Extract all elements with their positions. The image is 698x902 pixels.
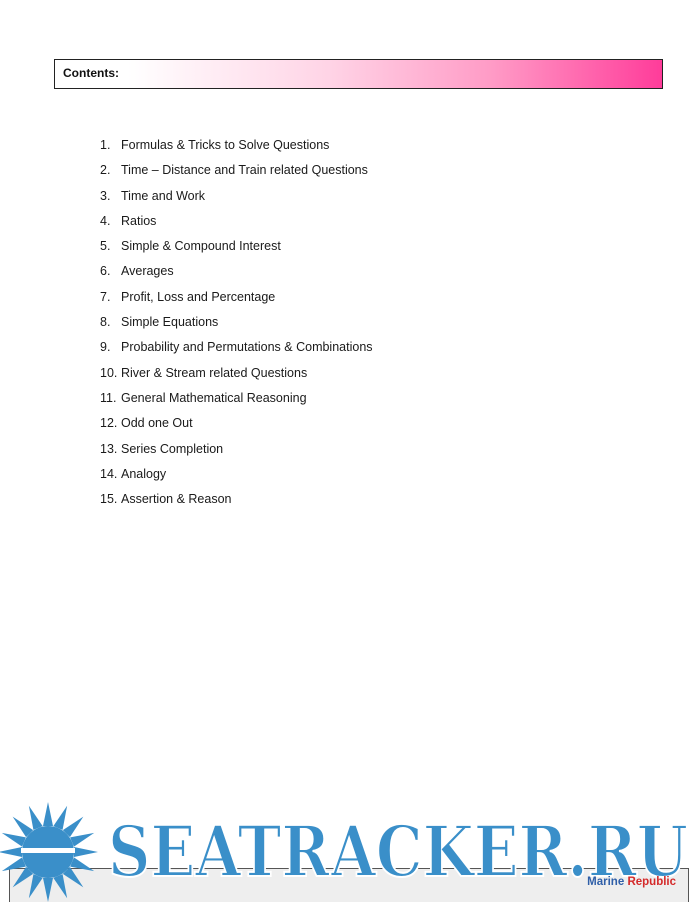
toc-item-label: Simple & Compound Interest — [121, 239, 281, 254]
toc-item: 9. Probability and Permutations & Combinations — [100, 340, 373, 355]
toc-item: 5. Simple & Compound Interest — [100, 239, 281, 254]
toc-item-label: Profit, Loss and Percentage — [121, 289, 276, 304]
toc-item-label: Odd one Out — [121, 416, 193, 431]
toc-item: 4. Ratios — [100, 213, 157, 228]
brand-label — [587, 876, 676, 888]
toc-item-label: Ratios — [121, 213, 157, 228]
toc-item-label: Analogy — [121, 466, 167, 481]
toc-item: 10. River & Stream related Questions — [100, 365, 308, 380]
toc-item: 15. Assertion & Reason — [100, 492, 232, 507]
toc-item: 12. Odd one Out — [100, 416, 193, 431]
toc-item-label: River & Stream related Questions — [121, 365, 308, 380]
toc-item-label: Probability and Permutations & Combinations — [121, 340, 373, 355]
watermark-text: SEATRACKER.RU — [108, 810, 688, 893]
contents-header-box — [54, 59, 663, 89]
toc-item-label: Simple Equations — [121, 315, 219, 330]
brand-marine: Marine — [587, 876, 625, 888]
toc-item-label: Averages — [121, 264, 174, 279]
toc-item-label: Assertion & Reason — [121, 492, 232, 507]
toc-item-label: Time and Work — [121, 188, 206, 203]
toc-item: 2. Time – Distance and Train related Questions — [100, 163, 368, 178]
sun-icon — [0, 802, 98, 902]
toc-item: 6. Averages — [100, 264, 174, 279]
toc-item-label: Series Completion — [121, 441, 224, 456]
brand-republic: Republic — [627, 876, 676, 888]
toc-item: 1. Formulas & Tricks to Solve Questions — [100, 138, 330, 152]
toc-item: 7. Profit, Loss and Percentage — [100, 289, 276, 304]
toc-item: 8. Simple Equations — [100, 315, 219, 330]
table-of-contents — [100, 136, 373, 515]
toc-item: 11. General Mathematical Reasoning — [100, 390, 307, 405]
toc-item-label: Time – Distance and Train related Questions — [121, 163, 368, 178]
toc-item: 13. Series Completion — [100, 441, 224, 456]
toc-item-label: Formulas & Tricks to Solve Questions — [121, 138, 330, 152]
toc-item-label: General Mathematical Reasoning — [121, 390, 307, 405]
toc-item: 3. Time and Work — [100, 188, 206, 203]
toc-item: 14. Analogy — [100, 466, 167, 481]
contents-title: Contents: — [63, 66, 119, 80]
